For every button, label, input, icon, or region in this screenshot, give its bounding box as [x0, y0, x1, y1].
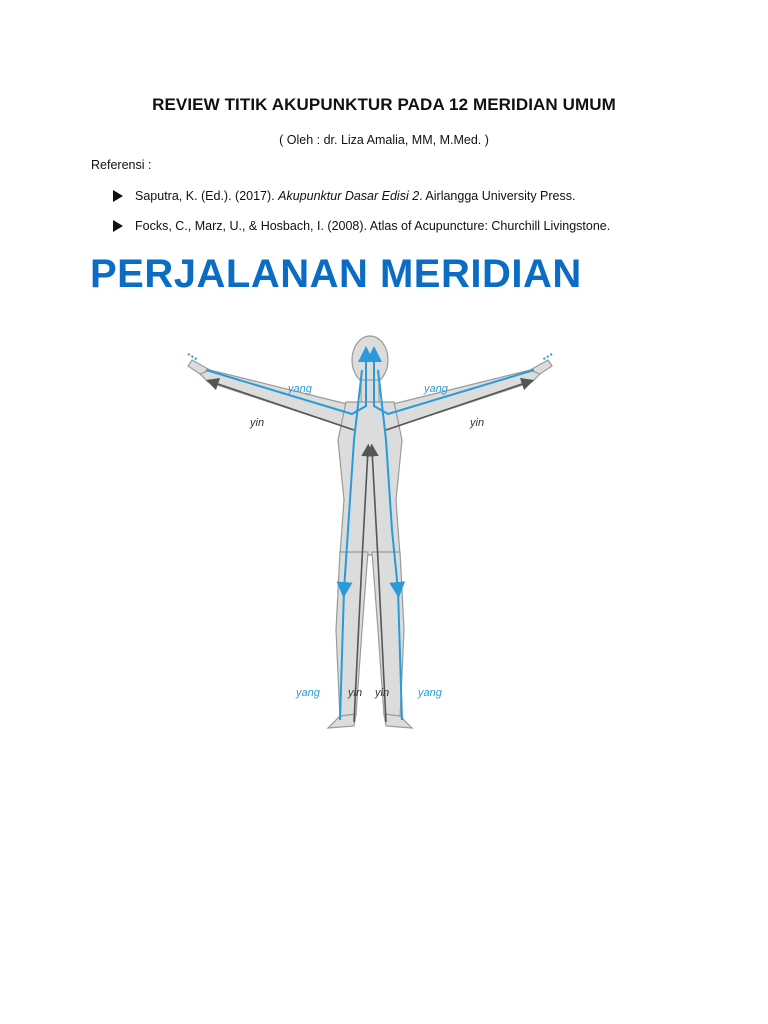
yang-right-hand-dots [542, 354, 552, 360]
neck [361, 380, 379, 402]
reference-item [113, 219, 610, 233]
body-silhouette [188, 336, 552, 728]
document-title: REVIEW TITIK AKUPUNKTUR PADA 12 MERIDIAN UMUM [152, 95, 616, 114]
section-heading: PERJALANAN MERIDIAN [90, 252, 582, 296]
label-yang-left-leg: yang [296, 687, 320, 699]
left-arm [200, 370, 355, 428]
author-line: ( Oleh : dr. Liza Amalia, MM, M.Med. ) [279, 133, 489, 147]
label-yang-right-arm: yang [424, 383, 448, 395]
label-yang-left-arm: yang [288, 383, 312, 395]
bullet-arrow-icon [113, 220, 123, 232]
bullet-arrow-icon [113, 190, 123, 202]
references-label: Referensi : [91, 158, 152, 172]
right-hand [530, 360, 552, 374]
reference-item [113, 189, 575, 203]
label-yin-left-leg: yin [348, 687, 363, 699]
label-yin-right-leg: yin [375, 687, 390, 699]
right-arm [385, 370, 540, 428]
head [352, 336, 388, 384]
label-yang-right-leg: yang [418, 687, 442, 699]
right-foot [384, 714, 412, 728]
left-hand [188, 360, 210, 374]
label-yin-left-arm: yin [250, 417, 265, 429]
meridian-figure [170, 330, 570, 740]
reference-text: Focks, C., Marz, U., & Hosbach, I. (2008). Atlas of Acupuncture: Churchill Livingstone. [135, 219, 611, 233]
reference-text: Saputra, K. (Ed.). (2017). Akupunktur Dasar Edisi 2. Airlangga University Press. [135, 189, 576, 203]
meridian-illustration [170, 330, 570, 740]
label-yin-right-arm: yin [470, 417, 485, 429]
left-foot [328, 714, 356, 728]
yang-left-hand-dots [188, 354, 198, 360]
